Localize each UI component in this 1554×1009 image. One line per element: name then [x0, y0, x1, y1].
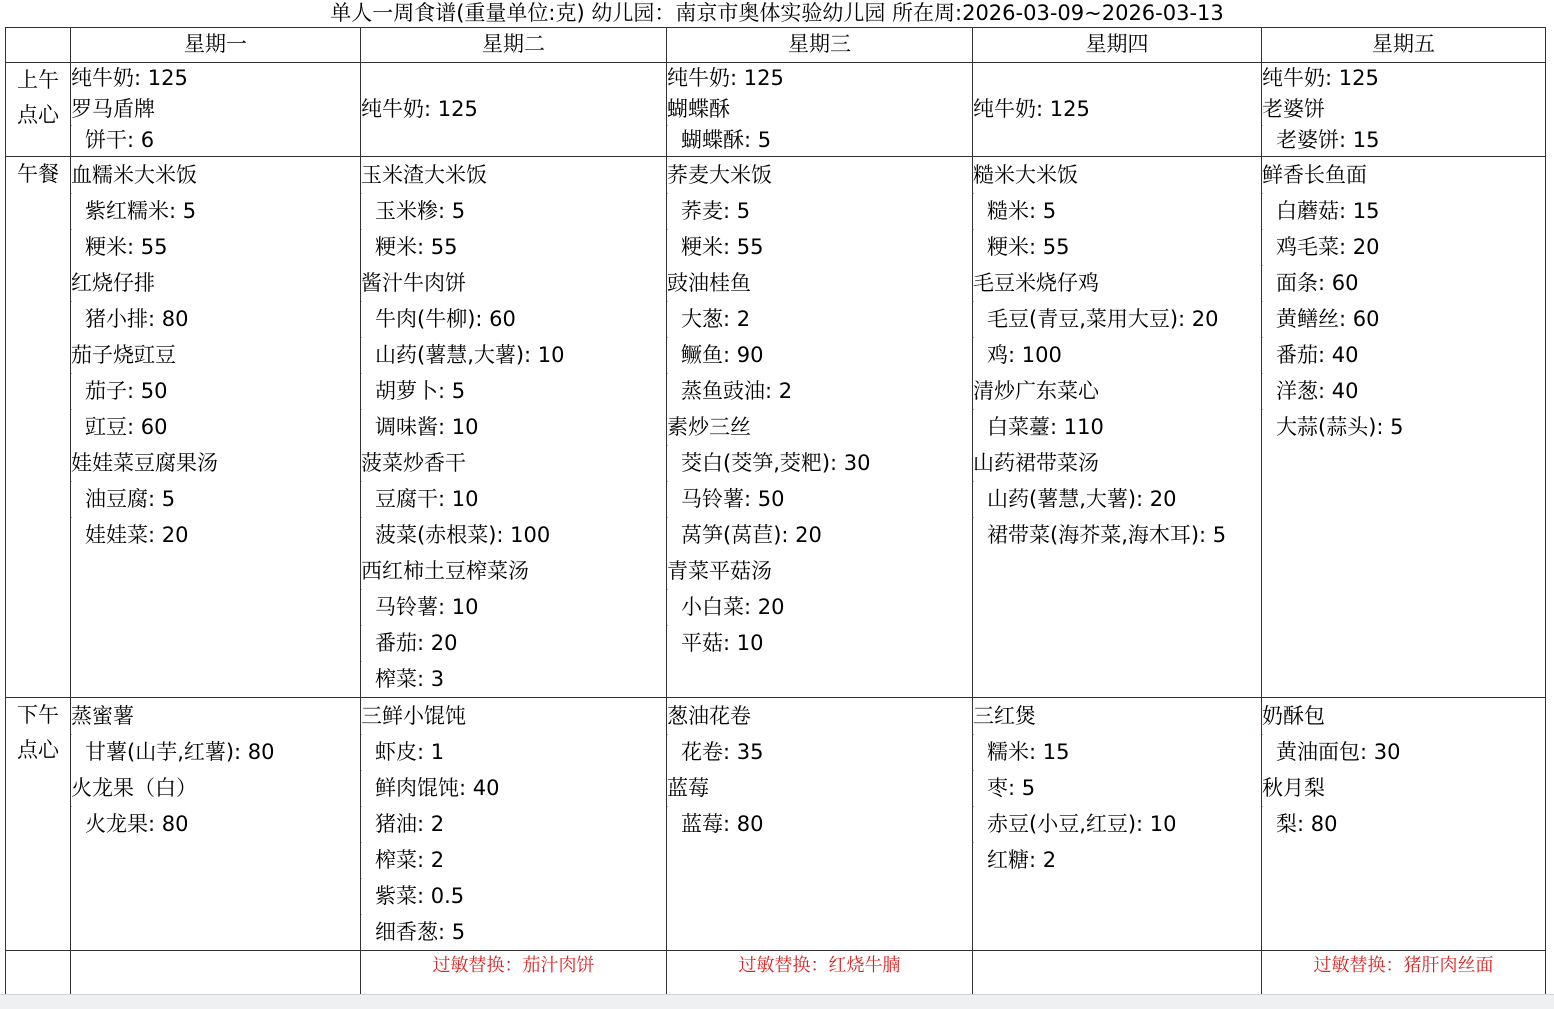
ingredient-item: 玉米糁: 5 — [361, 193, 666, 229]
lunch-row — [6, 157, 1546, 698]
meal-am-label: 上午 点心 — [17, 68, 59, 127]
ingredient-item: 马铃薯: 10 — [361, 589, 666, 625]
dish-name: 酱汁牛肉饼 — [361, 271, 466, 295]
ingredient-item: 紫红糯米: 5 — [71, 193, 360, 229]
meal-label-am — [6, 63, 71, 157]
ingredient-item: 糙米: 5 — [973, 193, 1261, 229]
ingredient-item: 猪油: 2 — [361, 806, 666, 842]
allergy-note — [71, 951, 361, 995]
pm-cell — [667, 698, 973, 951]
lunch-cell — [1262, 157, 1546, 698]
dish-name: 纯牛奶: 125 — [71, 66, 188, 90]
ingredient-item: 火龙果: 80 — [71, 806, 360, 842]
ingredient-item: 鳜鱼: 90 — [667, 337, 972, 373]
ingredient-item: 红糖: 2 — [973, 842, 1261, 878]
ingredient-item: 虾皮: 1 — [361, 734, 666, 770]
ingredient-item: 白蘑菇: 15 — [1262, 193, 1545, 229]
ingredient-item: 黄油面包: 30 — [1262, 734, 1545, 770]
dish-name: 娃娃菜豆腐果汤 — [71, 451, 218, 475]
lunch-cell — [973, 157, 1262, 698]
page-title: 单人一周食谱(重量单位:克) 幼儿园：南京市奥体实验幼儿园 所在周:2026-03-09~2026-03-13 — [330, 1, 1224, 25]
ingredient-item: 榨菜: 3 — [361, 661, 666, 697]
dish-name: 纯牛奶: 125 — [667, 66, 784, 90]
ingredient-item: 马铃薯: 50 — [667, 481, 972, 517]
dish-name: 蒸蜜薯 — [71, 704, 134, 728]
dish-name: 葱油花卷 — [667, 704, 751, 728]
dish-name: 三鲜小馄饨 — [361, 704, 466, 728]
ingredient-item: 榨菜: 2 — [361, 842, 666, 878]
meal-pm-label: 下午 点心 — [17, 703, 59, 762]
dish-name: 纯牛奶: 125 — [361, 97, 478, 121]
ingredient-item: 梨: 80 — [1262, 806, 1545, 842]
ingredient-item: 茭白(茭笋,茭粑): 30 — [667, 445, 972, 481]
ingredient-item: 毛豆(青豆,菜用大豆): 20 — [973, 301, 1261, 337]
ingredient-item: 紫菜: 0.5 — [361, 878, 666, 914]
lunch-cell — [361, 157, 667, 698]
pm-cell — [71, 698, 361, 951]
am-cell — [361, 63, 667, 157]
ingredient-item: 粳米: 55 — [71, 229, 360, 265]
dish-name: 清炒广东菜心 — [973, 379, 1099, 403]
dish-name: 蓝莓 — [667, 776, 709, 800]
dish-name: 血糯米大米饭 — [71, 163, 197, 187]
dish-name: 红烧仔排 — [71, 271, 155, 295]
dish-name: 罗马盾牌 — [71, 97, 155, 121]
ingredient-item: 鲜肉馄饨: 40 — [361, 770, 666, 806]
dish-name: 菠菜炒香干 — [361, 451, 466, 475]
ingredient-item: 鸡: 100 — [973, 337, 1261, 373]
lunch-cell — [667, 157, 973, 698]
allergy-note: 过敏替换：红烧牛腩 — [667, 951, 973, 995]
allergy-row — [6, 951, 1546, 995]
dish-name: 奶酥包 — [1262, 704, 1325, 728]
ingredient-item: 大蒜(蒜头): 5 — [1262, 409, 1545, 445]
am-cell — [973, 63, 1262, 157]
ingredient-item: 娃娃菜: 20 — [71, 517, 360, 553]
ingredient-item: 洋葱: 40 — [1262, 373, 1545, 409]
ingredient-item: 粳米: 55 — [361, 229, 666, 265]
header-row — [6, 28, 1546, 63]
allergy-note: 过敏替换：猪肝肉丝面 — [1262, 951, 1546, 995]
day-header-fri: 星期五 — [1262, 28, 1546, 63]
am-snack-row — [6, 63, 1546, 157]
ingredient-item: 调味酱: 10 — [361, 409, 666, 445]
am-cell — [667, 63, 973, 157]
ingredient-item: 豆腐干: 10 — [361, 481, 666, 517]
ingredient-item: 花卷: 35 — [667, 734, 972, 770]
dish-name: 糙米大米饭 — [973, 163, 1078, 187]
meal-label-pm — [6, 698, 71, 951]
dish-name: 素炒三丝 — [667, 415, 751, 439]
ingredient-item: 菠菜(赤根菜): 100 — [361, 517, 666, 553]
dish-name: 鲜香长鱼面 — [1262, 163, 1367, 187]
ingredient-item: 糯米: 15 — [973, 734, 1261, 770]
ingredient-item: 裙带菜(海芥菜,海木耳): 5 — [973, 517, 1261, 553]
ingredient-item: 老婆饼: 15 — [1262, 125, 1545, 156]
meal-lunch-label: 午餐 — [17, 162, 59, 186]
dish-name: 青菜平菇汤 — [667, 559, 772, 583]
ingredient-item: 细香葱: 5 — [361, 914, 666, 950]
sheet-tab-bar[interactable] — [0, 994, 1554, 1009]
ingredient-item: 甘薯(山芋,红薯): 80 — [71, 734, 360, 770]
pm-cell — [1262, 698, 1546, 951]
dish-name: 火龙果（白） — [71, 776, 197, 800]
dish-name: 山药裙带菜汤 — [973, 451, 1099, 475]
ingredient-item: 莴笋(莴苣): 20 — [667, 517, 972, 553]
ingredient-item: 山药(薯慧,大薯): 20 — [973, 481, 1261, 517]
dish-name: 老婆饼 — [1262, 97, 1325, 121]
day-header-thu: 星期四 — [973, 28, 1262, 63]
ingredient-item: 大葱: 2 — [667, 301, 972, 337]
ingredient-item: 粳米: 55 — [667, 229, 972, 265]
ingredient-item: 番茄: 20 — [361, 625, 666, 661]
ingredient-item: 面条: 60 — [1262, 265, 1545, 301]
ingredient-item: 平菇: 10 — [667, 625, 972, 661]
dish-name: 纯牛奶: 125 — [973, 97, 1090, 121]
ingredient-item: 枣: 5 — [973, 770, 1261, 806]
allergy-note: 过敏替换：茄汁肉饼 — [361, 951, 667, 995]
ingredient-item: 猪小排: 80 — [71, 301, 360, 337]
allergy-label-cell — [6, 951, 71, 995]
day-header-mon: 星期一 — [71, 28, 361, 63]
dish-name: 豉油桂鱼 — [667, 271, 751, 295]
am-cell — [1262, 63, 1546, 157]
dish-name: 纯牛奶: 125 — [1262, 66, 1379, 90]
dish-name: 三红煲 — [973, 704, 1036, 728]
dish-name: 秋月梨 — [1262, 776, 1325, 800]
pm-cell — [973, 698, 1262, 951]
ingredient-item: 粳米: 55 — [973, 229, 1261, 265]
ingredient-item: 山药(薯慧,大薯): 10 — [361, 337, 666, 373]
lunch-cell — [71, 157, 361, 698]
day-header-wed: 星期三 — [667, 28, 973, 63]
meal-label-lunch — [6, 157, 71, 698]
ingredient-item: 饼干: 6 — [71, 125, 360, 156]
ingredient-item: 赤豆(小豆,红豆): 10 — [973, 806, 1261, 842]
ingredient-item: 白菜薹: 110 — [973, 409, 1261, 445]
ingredient-item: 牛肉(牛柳): 60 — [361, 301, 666, 337]
ingredient-item: 豇豆: 60 — [71, 409, 360, 445]
ingredient-item: 黄鳝丝: 60 — [1262, 301, 1545, 337]
ingredient-item: 蓝莓: 80 — [667, 806, 972, 842]
ingredient-item: 番茄: 40 — [1262, 337, 1545, 373]
ingredient-item: 茄子: 50 — [71, 373, 360, 409]
ingredient-item: 蒸鱼豉油: 2 — [667, 373, 972, 409]
am-cell — [71, 63, 361, 157]
allergy-note — [973, 951, 1262, 995]
dish-name: 荞麦大米饭 — [667, 163, 772, 187]
ingredient-item: 胡萝卜: 5 — [361, 373, 666, 409]
ingredient-item: 油豆腐: 5 — [71, 481, 360, 517]
ingredient-item: 蝴蝶酥: 5 — [667, 125, 972, 156]
dish-name: 玉米渣大米饭 — [361, 163, 487, 187]
pm-cell — [361, 698, 667, 951]
ingredient-item: 荞麦: 5 — [667, 193, 972, 229]
dish-name: 蝴蝶酥 — [667, 97, 730, 121]
corner-cell — [6, 28, 71, 63]
ingredient-item: 鸡毛菜: 20 — [1262, 229, 1545, 265]
pm-snack-row — [6, 698, 1546, 951]
ingredient-item: 小白菜: 20 — [667, 589, 972, 625]
dish-name: 西红柿土豆榨菜汤 — [361, 559, 529, 583]
day-header-tue: 星期二 — [361, 28, 667, 63]
weekly-menu-table — [5, 27, 1546, 995]
dish-name: 毛豆米烧仔鸡 — [973, 271, 1099, 295]
dish-name: 茄子烧豇豆 — [71, 343, 176, 367]
